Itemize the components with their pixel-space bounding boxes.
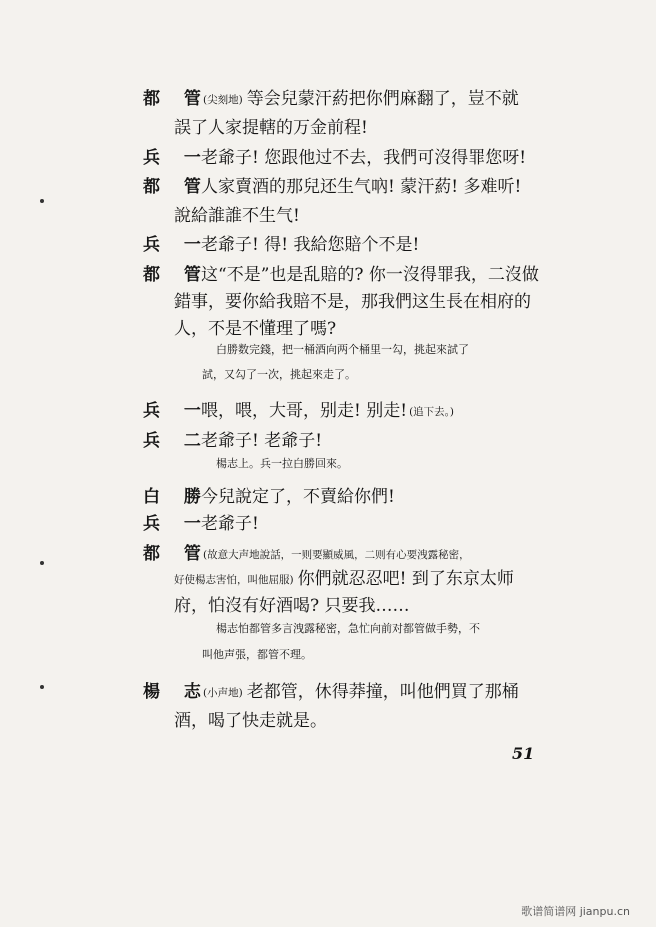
stage-direction: 楊志上。兵一拉白勝回來。 [216,457,348,470]
stage-direction: 白勝数完錢，把一桶酒向两个桶里一勾，挑起來試了 [216,343,469,356]
dialogue-text: 这“不是”也是乱賠的? 你一沒得罪我，二沒做 [201,265,539,285]
stage-direction-inline: (小声地) [203,687,243,699]
speaker-name: 都 管 [143,544,210,564]
speaker-name: 白 勝 [143,487,210,507]
dialogue-line [143,541,583,568]
dialogue-text: 今兒說定了，不賣給你們! [201,487,395,507]
margin-speck [40,561,44,565]
dialogue-text: 老爺子! [201,514,259,534]
speaker-name: 都 管 [143,89,210,109]
page-number: 51 [512,744,535,763]
watermark-footer: 歌谱简谱网 jianpu.cn [521,905,630,918]
dialogue-line [143,232,583,258]
speaker-name: 楊 志 [143,682,210,702]
speaker-name: 兵 一 [143,514,210,534]
dialogue-line [143,398,583,425]
dialogue-text: 老爺子! 您跟他过不去，我們可沒得罪您呀! [201,148,527,168]
dialogue-continuation: 酒，喝了快走就是。 [174,711,327,731]
dialogue-line [143,428,583,454]
speaker-name: 兵 二 [143,431,210,451]
margin-speck [40,685,44,689]
stage-direction-inline: 好使楊志害怕，叫他屈服) [174,574,294,586]
dialogue-line [143,262,583,288]
dialogue-text: 等会兒蒙汗葯把你們麻翻了，豈不就 [246,89,519,109]
dialogue-line [143,484,583,510]
dialogue-continuation [174,566,514,593]
stage-direction-inline: (故意大声地說話，一则要顯威風，二则有心要洩露秘密， [203,549,470,561]
dialogue-text: 老爺子! 老爺子! [201,431,323,451]
dialogue-continuation: 人，不是不懂理了嗎? [174,319,337,339]
speaker-name: 都 管 [143,177,210,197]
dialogue-line [143,679,583,706]
dialogue-text: 喂，喂，大哥，别走! 别走! [201,401,408,421]
speaker-name: 兵 一 [143,148,210,168]
stage-direction-inline: (追下去。) [409,406,455,418]
dialogue-continuation: 府，怕沒有好酒喝? 只要我…… [174,596,410,616]
stage-direction-inline: (尖刻地) [203,94,243,106]
stage-direction: 楊志怕都管多言洩露秘密，急忙向前对都管做手勢，不 [216,622,480,635]
dialogue-text: 老都管，休得莽撞，叫他們買了那桶 [246,682,519,702]
speaker-name: 兵 一 [143,235,210,255]
stage-direction: 叫他声張，都管不理。 [202,648,312,661]
dialogue-continuation: 錯事，要你給我賠不是，那我們这生長在相府的 [174,292,531,312]
dialogue-line [143,86,583,113]
dialogue-line [143,145,583,171]
stage-direction: 試，又勾了一次，挑起來走了。 [202,368,356,381]
dialogue-text: 老爺子! 得! 我給您賠个不是! [201,235,420,255]
dialogue-line [143,174,583,200]
speaker-name: 都 管 [143,265,210,285]
speaker-name: 兵 一 [143,401,210,421]
margin-speck [40,199,44,203]
dialogue-continuation: 說給誰誰不生气! [174,206,300,226]
dialogue-text: 你們就忍忍吧! 到了东京太师 [297,569,514,589]
dialogue-text: 人家賣酒的那兒还生气吶! 蒙汗葯! 多难听! [201,177,522,197]
dialogue-line [143,511,583,537]
dialogue-continuation: 誤了人家提轄的万金前程! [174,118,368,138]
